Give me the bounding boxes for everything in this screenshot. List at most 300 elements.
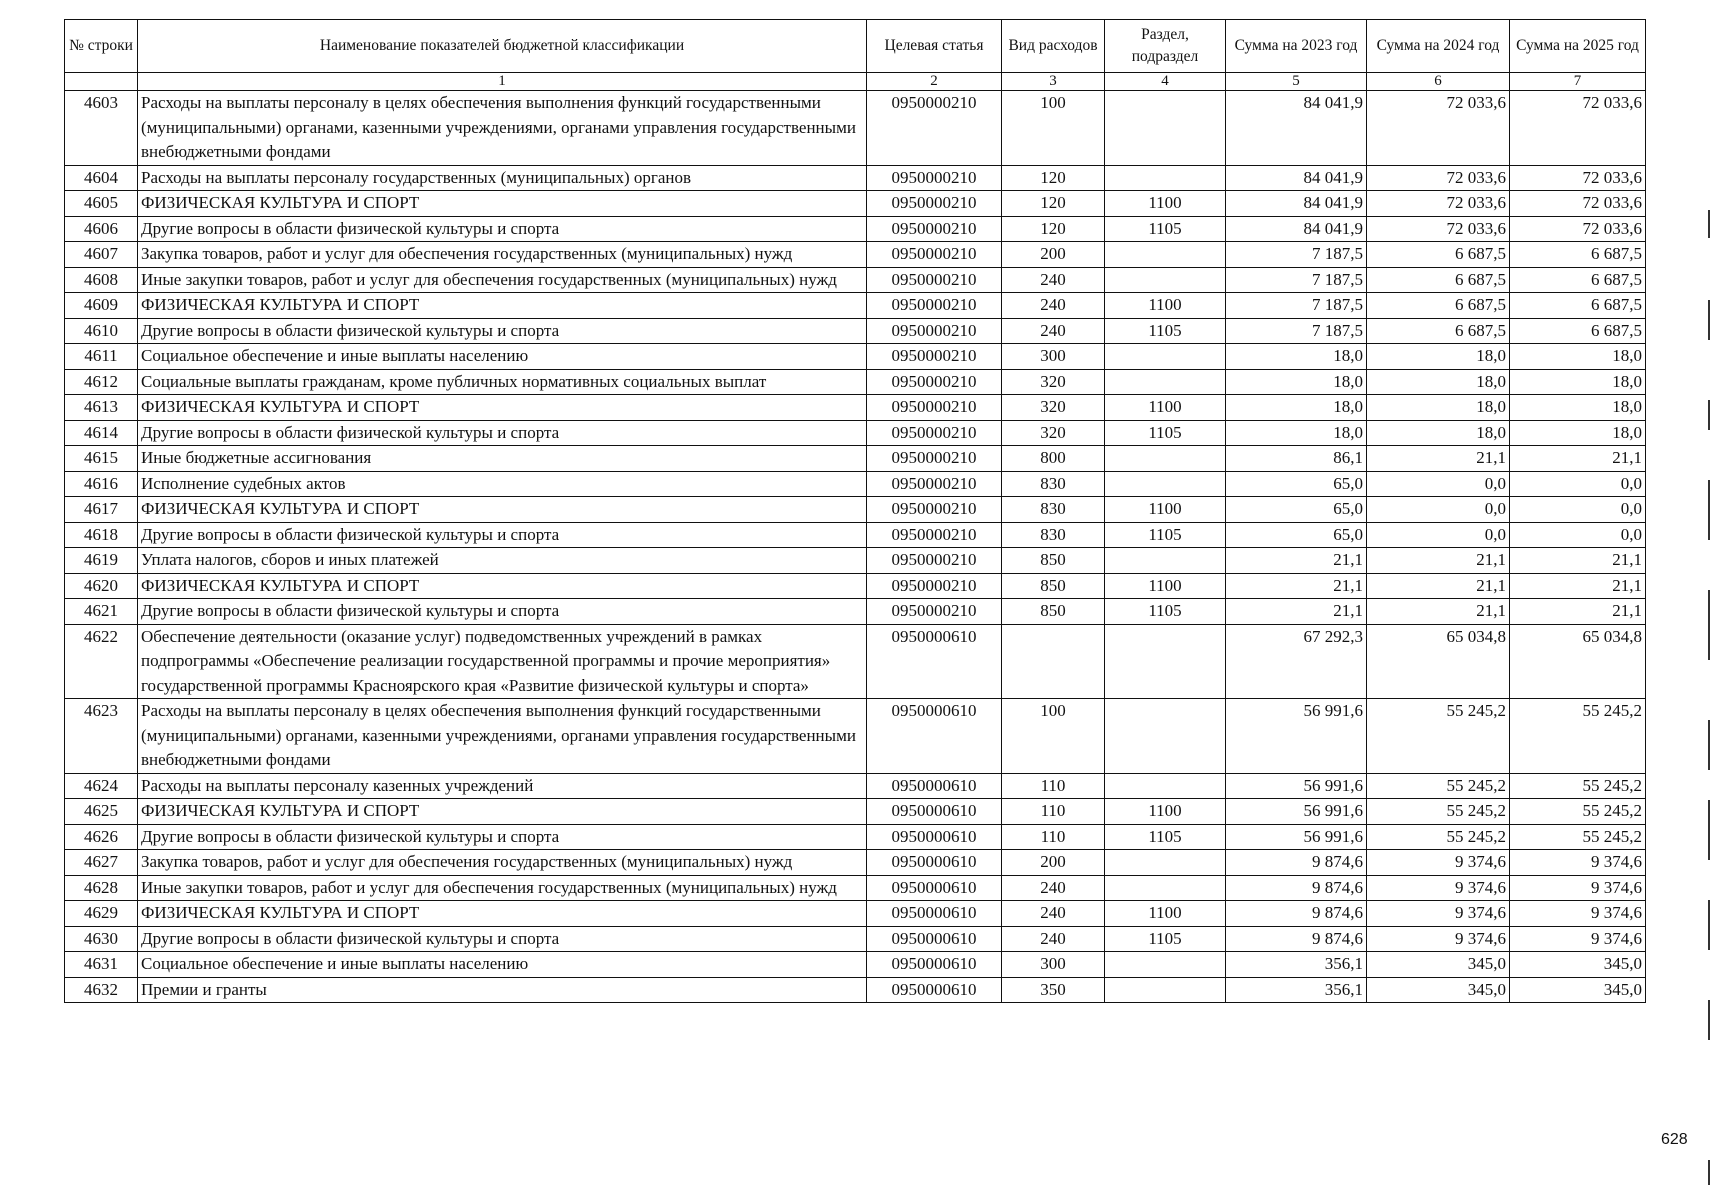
cell-kind: 320 [1002, 369, 1105, 395]
cell-name: ФИЗИЧЕСКАЯ КУЛЬТУРА И СПОРТ [138, 293, 867, 319]
cell-sum-2024: 21,1 [1367, 599, 1510, 625]
cell-row-no: 4607 [65, 242, 138, 268]
cell-name: Другие вопросы в области физической культуры и спорта [138, 599, 867, 625]
cell-row-no: 4603 [65, 91, 138, 166]
cell-section [1105, 773, 1226, 799]
table-row [65, 901, 1646, 927]
cell-row-no: 4620 [65, 573, 138, 599]
table-row [65, 522, 1646, 548]
cell-sum-2024: 21,1 [1367, 573, 1510, 599]
cell-section: 1105 [1105, 599, 1226, 625]
cell-sum-2025: 9 374,6 [1510, 875, 1646, 901]
column-number: 3 [1002, 73, 1105, 91]
cell-sum-2023: 7 187,5 [1226, 267, 1367, 293]
cell-section [1105, 165, 1226, 191]
cell-target: 0950000210 [867, 446, 1002, 472]
cell-section [1105, 699, 1226, 774]
scan-edge-mark [1708, 300, 1710, 340]
cell-section: 1100 [1105, 901, 1226, 927]
scan-edge-mark [1708, 800, 1710, 860]
cell-sum-2024: 72 033,6 [1367, 91, 1510, 166]
cell-row-no: 4617 [65, 497, 138, 523]
table-row [65, 369, 1646, 395]
table-row [65, 267, 1646, 293]
table-row [65, 773, 1646, 799]
table-row [65, 318, 1646, 344]
cell-kind: 120 [1002, 191, 1105, 217]
cell-sum-2025: 9 374,6 [1510, 901, 1646, 927]
cell-target: 0950000210 [867, 267, 1002, 293]
cell-sum-2023: 84 041,9 [1226, 165, 1367, 191]
cell-sum-2025: 6 687,5 [1510, 267, 1646, 293]
cell-section [1105, 344, 1226, 370]
table-row [65, 548, 1646, 574]
cell-name: Расходы на выплаты персоналу казенных учреждений [138, 773, 867, 799]
cell-kind: 100 [1002, 91, 1105, 166]
cell-section: 1105 [1105, 420, 1226, 446]
cell-sum-2025: 6 687,5 [1510, 318, 1646, 344]
cell-name: Обеспечение деятельности (оказание услуг) подведомственных учреждений в рамках подпрограммы «Обеспечение реализации государственной программы и прочие мероприятия» государственной программы Красноярского края «Развитие физической культуры и спорта» [138, 624, 867, 699]
cell-row-no: 4618 [65, 522, 138, 548]
cell-section [1105, 850, 1226, 876]
cell-sum-2024: 0,0 [1367, 471, 1510, 497]
cell-name: Другие вопросы в области физической культуры и спорта [138, 420, 867, 446]
cell-sum-2025: 55 245,2 [1510, 773, 1646, 799]
table-row [65, 926, 1646, 952]
cell-section [1105, 875, 1226, 901]
cell-kind: 850 [1002, 599, 1105, 625]
cell-sum-2023: 56 991,6 [1226, 773, 1367, 799]
cell-row-no: 4626 [65, 824, 138, 850]
cell-sum-2024: 21,1 [1367, 446, 1510, 472]
cell-name: Исполнение судебных актов [138, 471, 867, 497]
cell-kind: 240 [1002, 926, 1105, 952]
cell-kind: 200 [1002, 850, 1105, 876]
cell-name: Закупка товаров, работ и услуг для обеспечения государственных (муниципальных) нужд [138, 242, 867, 268]
cell-section [1105, 369, 1226, 395]
cell-sum-2024: 9 374,6 [1367, 875, 1510, 901]
cell-sum-2025: 18,0 [1510, 420, 1646, 446]
cell-row-no: 4632 [65, 977, 138, 1003]
cell-kind: 110 [1002, 773, 1105, 799]
cell-name: Другие вопросы в области физической культуры и спорта [138, 926, 867, 952]
cell-target: 0950000210 [867, 216, 1002, 242]
cell-section [1105, 242, 1226, 268]
cell-target: 0950000610 [867, 799, 1002, 825]
cell-sum-2025: 9 374,6 [1510, 850, 1646, 876]
scan-edge-mark [1708, 590, 1710, 660]
cell-name: Иные закупки товаров, работ и услуг для обеспечения государственных (муниципальных) нужд [138, 875, 867, 901]
cell-sum-2024: 6 687,5 [1367, 318, 1510, 344]
cell-kind: 110 [1002, 824, 1105, 850]
cell-sum-2025: 345,0 [1510, 977, 1646, 1003]
cell-row-no: 4608 [65, 267, 138, 293]
cell-name: Расходы на выплаты персоналу в целях обеспечения выполнения функций государственными (муниципальными) органами, казенными учреждениями, органами управления государственными внебюджетными фондами [138, 91, 867, 166]
column-number: 4 [1105, 73, 1226, 91]
cell-row-no: 4622 [65, 624, 138, 699]
cell-sum-2023: 56 991,6 [1226, 699, 1367, 774]
cell-sum-2023: 9 874,6 [1226, 901, 1367, 927]
cell-sum-2025: 0,0 [1510, 497, 1646, 523]
cell-section [1105, 91, 1226, 166]
cell-target: 0950000210 [867, 318, 1002, 344]
table-row [65, 599, 1646, 625]
cell-section: 1100 [1105, 573, 1226, 599]
table-row [65, 191, 1646, 217]
column-number: 6 [1367, 73, 1510, 91]
scan-edge-mark [1708, 900, 1710, 950]
cell-section: 1105 [1105, 216, 1226, 242]
table-row [65, 952, 1646, 978]
table-row [65, 242, 1646, 268]
cell-kind: 850 [1002, 573, 1105, 599]
cell-name: Закупка товаров, работ и услуг для обеспечения государственных (муниципальных) нужд [138, 850, 867, 876]
cell-sum-2024: 345,0 [1367, 977, 1510, 1003]
cell-name: Социальные выплаты гражданам, кроме публичных нормативных социальных выплат [138, 369, 867, 395]
cell-sum-2023: 7 187,5 [1226, 293, 1367, 319]
cell-target: 0950000210 [867, 395, 1002, 421]
table-row [65, 395, 1646, 421]
cell-sum-2025: 18,0 [1510, 395, 1646, 421]
cell-name: Премии и гранты [138, 977, 867, 1003]
table-row [65, 875, 1646, 901]
cell-sum-2024: 65 034,8 [1367, 624, 1510, 699]
cell-kind: 320 [1002, 395, 1105, 421]
cell-row-no: 4614 [65, 420, 138, 446]
cell-sum-2025: 65 034,8 [1510, 624, 1646, 699]
cell-kind [1002, 624, 1105, 699]
cell-sum-2025: 18,0 [1510, 344, 1646, 370]
cell-sum-2023: 84 041,9 [1226, 191, 1367, 217]
cell-sum-2025: 0,0 [1510, 471, 1646, 497]
cell-row-no: 4631 [65, 952, 138, 978]
cell-sum-2024: 18,0 [1367, 344, 1510, 370]
cell-section: 1105 [1105, 926, 1226, 952]
cell-sum-2024: 0,0 [1367, 497, 1510, 523]
table-row [65, 824, 1646, 850]
cell-kind: 240 [1002, 267, 1105, 293]
cell-row-no: 4621 [65, 599, 138, 625]
cell-kind: 320 [1002, 420, 1105, 446]
cell-target: 0950000210 [867, 191, 1002, 217]
cell-sum-2024: 9 374,6 [1367, 850, 1510, 876]
cell-row-no: 4628 [65, 875, 138, 901]
cell-target: 0950000610 [867, 699, 1002, 774]
cell-sum-2025: 21,1 [1510, 548, 1646, 574]
cell-target: 0950000210 [867, 165, 1002, 191]
cell-kind: 830 [1002, 497, 1105, 523]
cell-target: 0950000610 [867, 875, 1002, 901]
cell-kind: 300 [1002, 952, 1105, 978]
cell-target: 0950000210 [867, 91, 1002, 166]
header-row [65, 20, 1646, 73]
cell-target: 0950000210 [867, 599, 1002, 625]
cell-sum-2024: 6 687,5 [1367, 293, 1510, 319]
cell-target: 0950000610 [867, 824, 1002, 850]
cell-kind: 350 [1002, 977, 1105, 1003]
cell-sum-2024: 18,0 [1367, 420, 1510, 446]
cell-row-no: 4619 [65, 548, 138, 574]
table-row [65, 471, 1646, 497]
scan-edge-mark [1708, 210, 1710, 238]
cell-row-no: 4610 [65, 318, 138, 344]
column-number [65, 73, 138, 91]
cell-sum-2025: 55 245,2 [1510, 824, 1646, 850]
cell-section: 1100 [1105, 191, 1226, 217]
cell-target: 0950000210 [867, 420, 1002, 446]
cell-kind: 110 [1002, 799, 1105, 825]
cell-sum-2023: 9 874,6 [1226, 926, 1367, 952]
cell-kind: 240 [1002, 318, 1105, 344]
cell-kind: 830 [1002, 471, 1105, 497]
cell-sum-2024: 345,0 [1367, 952, 1510, 978]
cell-sum-2023: 84 041,9 [1226, 216, 1367, 242]
cell-target: 0950000610 [867, 977, 1002, 1003]
table-row [65, 216, 1646, 242]
cell-target: 0950000210 [867, 242, 1002, 268]
table-row [65, 699, 1646, 774]
header-row-no: № строки [65, 20, 138, 73]
cell-sum-2023: 18,0 [1226, 344, 1367, 370]
cell-sum-2023: 18,0 [1226, 369, 1367, 395]
cell-sum-2023: 21,1 [1226, 548, 1367, 574]
cell-kind: 240 [1002, 875, 1105, 901]
cell-target: 0950000210 [867, 497, 1002, 523]
cell-row-no: 4612 [65, 369, 138, 395]
cell-section [1105, 952, 1226, 978]
cell-section [1105, 267, 1226, 293]
cell-name: Уплата налогов, сборов и иных платежей [138, 548, 867, 574]
cell-sum-2025: 18,0 [1510, 369, 1646, 395]
table-row [65, 165, 1646, 191]
cell-target: 0950000610 [867, 850, 1002, 876]
cell-name: Другие вопросы в области физической культуры и спорта [138, 318, 867, 344]
cell-name: ФИЗИЧЕСКАЯ КУЛЬТУРА И СПОРТ [138, 497, 867, 523]
cell-sum-2025: 72 033,6 [1510, 91, 1646, 166]
cell-section: 1105 [1105, 318, 1226, 344]
page-number: 628 [1661, 1131, 1688, 1148]
cell-target: 0950000610 [867, 926, 1002, 952]
cell-target: 0950000210 [867, 573, 1002, 599]
table-row [65, 293, 1646, 319]
cell-sum-2025: 72 033,6 [1510, 165, 1646, 191]
cell-sum-2023: 65,0 [1226, 522, 1367, 548]
cell-name: ФИЗИЧЕСКАЯ КУЛЬТУРА И СПОРТ [138, 901, 867, 927]
cell-sum-2024: 6 687,5 [1367, 267, 1510, 293]
cell-target: 0950000610 [867, 624, 1002, 699]
cell-target: 0950000210 [867, 369, 1002, 395]
cell-row-no: 4627 [65, 850, 138, 876]
cell-sum-2025: 21,1 [1510, 446, 1646, 472]
cell-sum-2024: 55 245,2 [1367, 773, 1510, 799]
cell-sum-2024: 18,0 [1367, 395, 1510, 421]
column-number: 7 [1510, 73, 1646, 91]
column-number-row [65, 73, 1646, 91]
cell-row-no: 4615 [65, 446, 138, 472]
cell-kind: 100 [1002, 699, 1105, 774]
cell-row-no: 4613 [65, 395, 138, 421]
cell-row-no: 4616 [65, 471, 138, 497]
cell-row-no: 4609 [65, 293, 138, 319]
cell-sum-2025: 6 687,5 [1510, 293, 1646, 319]
cell-row-no: 4625 [65, 799, 138, 825]
cell-sum-2023: 21,1 [1226, 573, 1367, 599]
cell-sum-2023: 356,1 [1226, 977, 1367, 1003]
cell-row-no: 4611 [65, 344, 138, 370]
cell-name: ФИЗИЧЕСКАЯ КУЛЬТУРА И СПОРТ [138, 573, 867, 599]
budget-table [64, 19, 1646, 1003]
header-sum-2023: Сумма на 2023 год [1226, 20, 1367, 73]
cell-kind: 300 [1002, 344, 1105, 370]
cell-sum-2023: 56 991,6 [1226, 824, 1367, 850]
cell-kind: 120 [1002, 216, 1105, 242]
header-name: Наименование показателей бюджетной классификации [138, 20, 867, 73]
cell-target: 0950000210 [867, 293, 1002, 319]
cell-sum-2025: 6 687,5 [1510, 242, 1646, 268]
cell-kind: 120 [1002, 165, 1105, 191]
cell-sum-2024: 72 033,6 [1367, 191, 1510, 217]
cell-sum-2023: 65,0 [1226, 471, 1367, 497]
cell-sum-2025: 21,1 [1510, 573, 1646, 599]
table-row [65, 624, 1646, 699]
cell-sum-2023: 7 187,5 [1226, 318, 1367, 344]
header-section: Раздел, подраздел [1105, 20, 1226, 73]
header-kind: Вид расходов [1002, 20, 1105, 73]
cell-sum-2023: 9 874,6 [1226, 850, 1367, 876]
cell-section: 1105 [1105, 522, 1226, 548]
cell-sum-2024: 9 374,6 [1367, 901, 1510, 927]
cell-kind: 850 [1002, 548, 1105, 574]
cell-section [1105, 977, 1226, 1003]
column-number: 1 [138, 73, 867, 91]
cell-target: 0950000210 [867, 522, 1002, 548]
cell-name: Расходы на выплаты персоналу в целях обеспечения выполнения функций государственными (муниципальными) органами, казенными учреждениями, органами управления государственными внебюджетными фондами [138, 699, 867, 774]
cell-section [1105, 548, 1226, 574]
table-row [65, 573, 1646, 599]
cell-sum-2024: 55 245,2 [1367, 799, 1510, 825]
cell-sum-2023: 65,0 [1226, 497, 1367, 523]
cell-section: 1105 [1105, 824, 1226, 850]
cell-sum-2024: 55 245,2 [1367, 824, 1510, 850]
cell-target: 0950000210 [867, 548, 1002, 574]
cell-target: 0950000610 [867, 952, 1002, 978]
cell-sum-2025: 345,0 [1510, 952, 1646, 978]
cell-sum-2023: 67 292,3 [1226, 624, 1367, 699]
cell-name: Иные бюджетные ассигнования [138, 446, 867, 472]
scan-edge-mark [1708, 400, 1710, 430]
cell-sum-2025: 9 374,6 [1510, 926, 1646, 952]
column-number: 5 [1226, 73, 1367, 91]
cell-sum-2024: 55 245,2 [1367, 699, 1510, 774]
cell-sum-2024: 72 033,6 [1367, 165, 1510, 191]
cell-sum-2023: 7 187,5 [1226, 242, 1367, 268]
cell-name: Другие вопросы в области физической культуры и спорта [138, 522, 867, 548]
cell-row-no: 4624 [65, 773, 138, 799]
cell-section: 1100 [1105, 799, 1226, 825]
cell-sum-2024: 9 374,6 [1367, 926, 1510, 952]
cell-section [1105, 471, 1226, 497]
cell-sum-2023: 86,1 [1226, 446, 1367, 472]
cell-sum-2023: 21,1 [1226, 599, 1367, 625]
cell-sum-2025: 0,0 [1510, 522, 1646, 548]
scan-edge-mark [1708, 1160, 1710, 1185]
table-row [65, 799, 1646, 825]
cell-sum-2023: 84 041,9 [1226, 91, 1367, 166]
cell-sum-2023: 18,0 [1226, 395, 1367, 421]
cell-name: Социальное обеспечение и иные выплаты населению [138, 952, 867, 978]
scan-edge-mark [1708, 480, 1710, 540]
cell-sum-2025: 55 245,2 [1510, 799, 1646, 825]
cell-name: Другие вопросы в области физической культуры и спорта [138, 216, 867, 242]
cell-sum-2024: 6 687,5 [1367, 242, 1510, 268]
table-row [65, 497, 1646, 523]
cell-name: Социальное обеспечение и иные выплаты населению [138, 344, 867, 370]
cell-sum-2023: 9 874,6 [1226, 875, 1367, 901]
table-row [65, 91, 1646, 166]
cell-row-no: 4605 [65, 191, 138, 217]
cell-row-no: 4604 [65, 165, 138, 191]
cell-section [1105, 446, 1226, 472]
cell-kind: 830 [1002, 522, 1105, 548]
cell-target: 0950000610 [867, 773, 1002, 799]
cell-name: Другие вопросы в области физической культуры и спорта [138, 824, 867, 850]
cell-name: Расходы на выплаты персоналу государственных (муниципальных) органов [138, 165, 867, 191]
cell-sum-2025: 72 033,6 [1510, 191, 1646, 217]
cell-name: Иные закупки товаров, работ и услуг для обеспечения государственных (муниципальных) нужд [138, 267, 867, 293]
cell-target: 0950000210 [867, 471, 1002, 497]
scan-edge-mark [1708, 720, 1710, 770]
cell-kind: 240 [1002, 293, 1105, 319]
column-number: 2 [867, 73, 1002, 91]
cell-row-no: 4606 [65, 216, 138, 242]
cell-sum-2025: 21,1 [1510, 599, 1646, 625]
cell-kind: 200 [1002, 242, 1105, 268]
cell-target: 0950000610 [867, 901, 1002, 927]
cell-sum-2023: 56 991,6 [1226, 799, 1367, 825]
cell-row-no: 4630 [65, 926, 138, 952]
header-target: Целевая статья [867, 20, 1002, 73]
cell-sum-2025: 55 245,2 [1510, 699, 1646, 774]
table-row [65, 977, 1646, 1003]
cell-kind: 240 [1002, 901, 1105, 927]
cell-section [1105, 624, 1226, 699]
cell-name: ФИЗИЧЕСКАЯ КУЛЬТУРА И СПОРТ [138, 191, 867, 217]
cell-section: 1100 [1105, 497, 1226, 523]
cell-sum-2024: 18,0 [1367, 369, 1510, 395]
cell-kind: 800 [1002, 446, 1105, 472]
cell-section: 1100 [1105, 293, 1226, 319]
cell-sum-2025: 72 033,6 [1510, 216, 1646, 242]
table-row [65, 420, 1646, 446]
table-body [65, 91, 1646, 1003]
cell-name: ФИЗИЧЕСКАЯ КУЛЬТУРА И СПОРТ [138, 395, 867, 421]
scan-edge-mark [1708, 1000, 1710, 1040]
table-row [65, 446, 1646, 472]
header-sum-2024: Сумма на 2024 год [1367, 20, 1510, 73]
cell-target: 0950000210 [867, 344, 1002, 370]
table-row [65, 344, 1646, 370]
cell-sum-2023: 18,0 [1226, 420, 1367, 446]
cell-row-no: 4629 [65, 901, 138, 927]
cell-section: 1100 [1105, 395, 1226, 421]
table-row [65, 850, 1646, 876]
cell-sum-2024: 21,1 [1367, 548, 1510, 574]
header-sum-2025: Сумма на 2025 год [1510, 20, 1646, 73]
cell-row-no: 4623 [65, 699, 138, 774]
cell-name: ФИЗИЧЕСКАЯ КУЛЬТУРА И СПОРТ [138, 799, 867, 825]
cell-sum-2024: 0,0 [1367, 522, 1510, 548]
cell-sum-2024: 72 033,6 [1367, 216, 1510, 242]
